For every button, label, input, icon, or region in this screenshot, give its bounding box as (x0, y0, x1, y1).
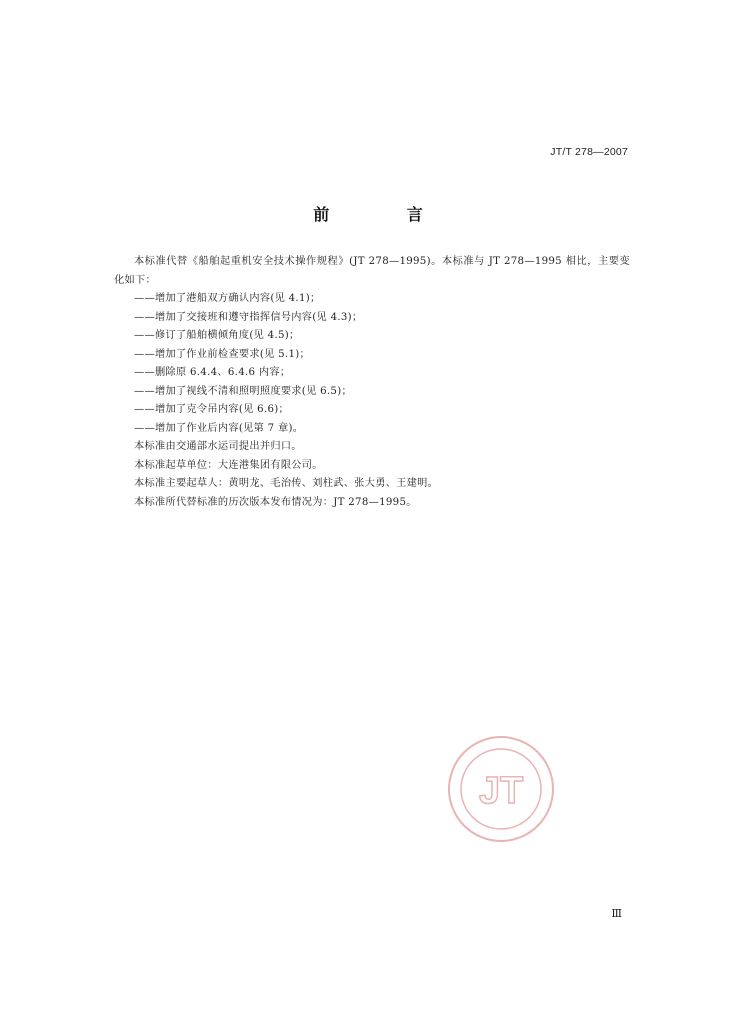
list-item: ——修订了船舶横倾角度(见 4.5)； (134, 330, 300, 341)
list-item: ——增加了作业前检查要求(见 5.1)； (134, 348, 311, 360)
jt-watermark-logo (447, 735, 555, 843)
page-title: 前 言 (313, 205, 459, 224)
page-number: Ⅲ (611, 908, 622, 920)
list-item: ——增加了作业后内容(见第 7 章)。 (134, 422, 304, 434)
list-item: ——增加了克令吊内容(见 6.6)； (134, 404, 290, 415)
list-item: ——增加了交接班和遵守指挥信号内容(见 4.3)； (134, 311, 363, 323)
foreword-body (114, 253, 630, 512)
list-item: ——删除原 6.4.4、6.4.6 内容； (134, 367, 291, 378)
drafters-note: 本标准主要起草人：黄明龙、毛治传、刘柱武、张大勇、王建明。 (134, 478, 439, 489)
history-note: 本标准所代替标准的历次版本发布情况为：JT 278—1995。 (134, 496, 417, 508)
standard-code: JT/T 278—2007 (550, 146, 628, 158)
intro-paragraph: 本标准代替《船舶起重机安全技术操作规程》(JT 278—1995)。本标准与 JT 278—1995 相比，主要变化如下： (114, 256, 630, 286)
changes-list (114, 290, 630, 438)
proposer-note: 本标准由交通部水运司提出并归口。 (134, 441, 302, 452)
drafting-unit-note: 本标准起草单位：大连港集团有限公司。 (134, 459, 323, 471)
watermark-text: JT (478, 770, 524, 812)
list-item: ——增加了视线不清和照明照度要求(见 6.5)； (134, 385, 352, 397)
list-item: ——增加了港船双方确认内容(见 4.1)； (134, 293, 321, 304)
